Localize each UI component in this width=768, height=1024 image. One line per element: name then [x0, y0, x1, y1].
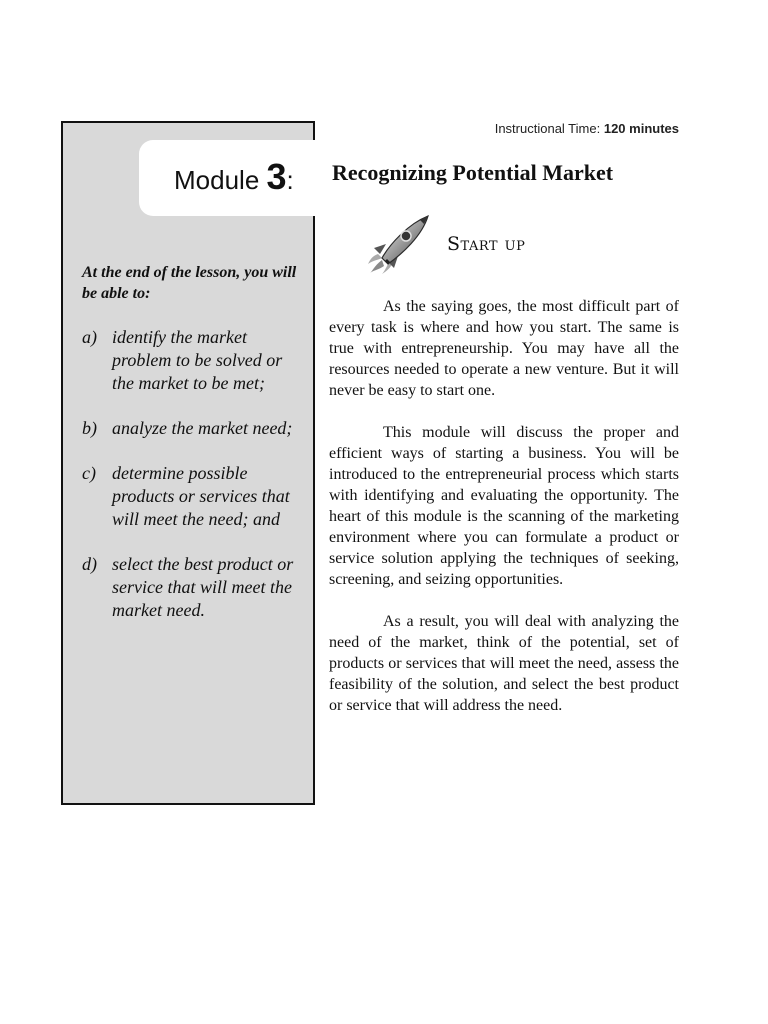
objective-text: analyze the market need; — [112, 418, 293, 438]
objective-marker: c) — [82, 463, 96, 483]
objective-item-d — [82, 553, 304, 622]
objective-marker: b) — [82, 418, 97, 438]
module-word: Module — [174, 165, 260, 195]
objective-marker: a) — [82, 327, 97, 347]
objective-item-c — [82, 462, 304, 531]
objectives-intro: At the end of the lesson, you will be able to: — [82, 264, 297, 302]
paragraph-1: As the saying goes, the most difficult part of every task is where and how you start. The same is true with entrepreneurship. You may have all the resources needed to operate a new venture. But it will never be easy to start one. — [329, 298, 679, 399]
objective-item-b — [82, 417, 304, 440]
objective-text: select the best product or service that will meet the market need. — [112, 554, 294, 620]
objective-item-a — [82, 326, 304, 395]
rocket-icon — [368, 214, 432, 274]
section-heading-start-up: Start up — [447, 233, 526, 255]
objectives-list — [82, 326, 304, 644]
body-text — [329, 296, 679, 737]
module-label — [174, 156, 294, 198]
module-title: Recognizing Potential Market — [332, 160, 614, 185]
instructional-time-label: Instructional Time: — [494, 121, 601, 136]
objective-text: identify the market problem to be solved or the market to be met; — [112, 327, 283, 393]
objective-marker: d) — [82, 554, 97, 574]
instructional-time — [495, 121, 679, 136]
paragraph-3: As a result, you will deal with analyzing the need of the market, think of the potential, set of products or services that will meet the need, assess the feasibility of the solution, and select the best product or service that will address the need. — [329, 613, 679, 714]
module-number: 3 — [266, 156, 287, 197]
paragraph-2: This module will discuss the proper and efficient ways of starting a business. You will be introduced to the entrepreneurial process which starts with identifying and evaluating the opportunity. The heart of this module is the scanning of the marketing environment where you can formulate a product or service solution applying the techniques of seeking, screening, and seizing opportunities. — [329, 424, 679, 588]
objective-text: determine possible products or services that will meet the need; and — [112, 463, 290, 529]
instructional-time-value: 120 minutes — [603, 121, 679, 136]
module-colon: : — [286, 165, 294, 195]
